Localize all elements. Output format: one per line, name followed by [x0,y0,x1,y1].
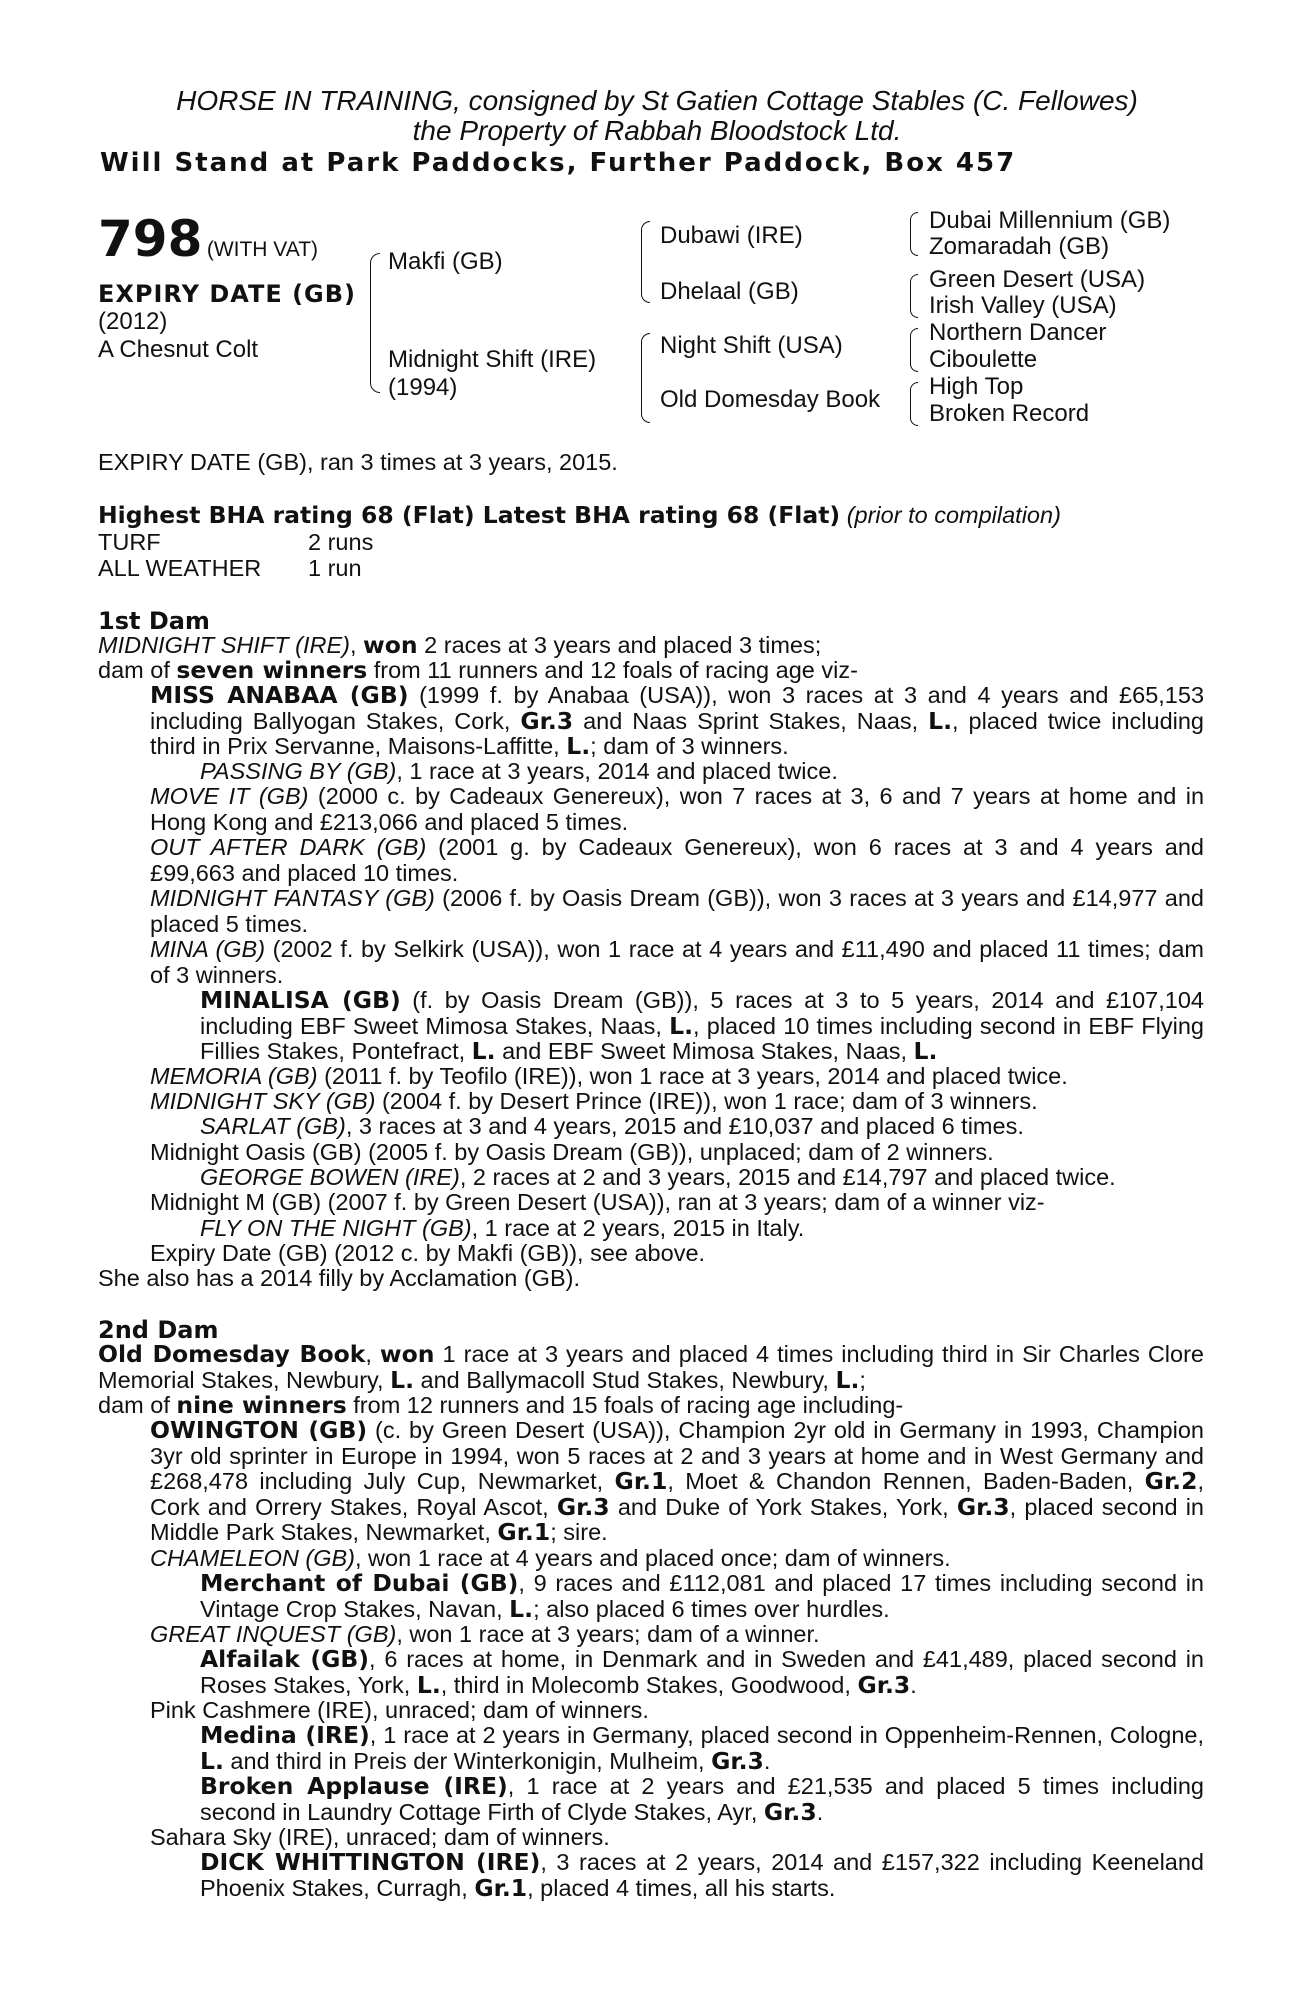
entry-george-bowen: GEORGE BOWEN (IRE), 2 races at 2 and 3 years, 2015 and £14,797 and placed twice. [200,1164,1116,1190]
pedigree-bracket-g78 [910,382,918,426]
pedigree-bracket-g56 [910,328,918,372]
entry-also: She also has a 2014 filly by Acclamation (GB). [98,1265,580,1291]
location-line: Will Stand at Park Paddocks, Further Paddock, Box 457 [100,148,1017,178]
entry-alfailak: Alfailak (GB), 6 races at home, in Denmark and in Sweden and £41,489, placed second in Roses Stakes, York, L., third in Molecomb Stakes, Goodwood, Gr.3. [200,1645,1204,1699]
pedigree-g3: Green Desert (USA) [929,266,1146,293]
entry-midnight-fantasy: MIDNIGHT FANTASY (GB) (2006 f. by Oasis Dream (GB)), won 3 races at 3 years and £14,977 and placed 5 times. [150,885,1204,937]
entry-medina: Medina (IRE), 1 race at 2 years in Germany, placed second in Oppenheim-Rennen, Cologne, L. and third in Preis der Winterkonigin, Mulheim, Gr.3. [200,1721,1204,1775]
entry-chameleon: CHAMELEON (GB), won 1 race at 4 years and placed once; dam of winners. [150,1545,951,1571]
entry-memoria: MEMORIA (GB) (2011 f. by Teofilo (IRE)), won 1 race at 3 years, 2014 and placed twice. [150,1063,1068,1089]
pedigree-bracket-g34 [910,274,918,318]
entry-owington: OWINGTON (GB) (c. by Green Desert (USA)), Champion 2yr old in Germany in 1993, Champion 3yr old sprinter in Europe in 1994, won 5 races at 2 and 3 years at home and in West Germany and £268,478 including July Cup, Newmarket, Gr.1, Moet & Chandon Rennen, Baden-Baden, Gr.2, Cork and Orrery Stakes, Royal Ascot, Gr.3 and Duke of York Stakes, York, Gr.3, placed second in Middle Park Stakes, Newmarket, Gr.1; sire. [150,1416,1204,1546]
consignor-line: HORSE IN TRAINING, consigned by St Gatien Cottage Stables (C. Fellowes) [176,85,1138,116]
second-dam-line: Old Domesday Book, won 1 race at 3 years and placed 4 times including third in Sir Charles Clore Memorial Stakes, Newbury, L. and Ballymacoll Stud Stakes, Newbury, L.; [98,1340,1204,1394]
lot-block [98,210,318,268]
entry-mina: MINA (GB) (2002 f. by Selkirk (USA)), won 1 race at 4 years and £11,490 and placed 11 times; dam of 3 winners. [150,936,1204,988]
horse-block [98,280,356,364]
vat-note: (WITH VAT) [206,238,319,261]
turf-value: 2 runs [308,529,374,555]
pedigree-sire-sire: Dubawi (IRE) [660,222,803,249]
first-dam-line: MIDNIGHT SHIFT (IRE), won 2 races at 3 years and placed 3 times; [98,631,822,659]
horse-name: EXPIRY DATE (GB) [98,280,357,308]
entry-out-after-dark: OUT AFTER DARK (GB) (2001 g. by Cadeaux Genereux), won 6 races at 3 and 4 years and £99,663 and placed 10 times. [150,834,1204,886]
rating-line: Highest BHA rating 68 (Flat) Latest BHA rating 68 (Flat) (prior to compilation) [98,501,1061,529]
pedigree-dam-sire: Night Shift (USA) [660,332,843,359]
pedigree-dam-dam: Old Domesday Book [660,386,881,413]
entry-fly-on-the-night: FLY ON THE NIGHT (GB), 1 race at 2 years, 2015 in Italy. [200,1215,805,1241]
second-dam-heading: 2nd Dam [98,1316,219,1344]
entry-sarlat: SARLAT (GB), 3 races at 3 and 4 years, 2015 and £10,037 and placed 6 times. [200,1113,1024,1139]
pedigree-g4: Irish Valley (USA) [929,292,1117,319]
entry-passing-by: PASSING BY (GB), 1 race at 3 years, 2014 and placed twice. [200,758,838,784]
entry-midnight-m: Midnight M (GB) (2007 f. by Green Desert (USA)), ran at 3 years; dam of a winner viz- [150,1189,1045,1215]
aw-label: ALL WEATHER [98,555,262,581]
horse-year: (2012) [98,308,168,335]
pedigree-dam-year: (1994) [388,374,458,401]
pedigree-g8: Broken Record [929,400,1090,427]
entry-broken-applause: Broken Applause (IRE), 1 race at 2 years and £21,535 and placed 5 times including second in Laundry Cottage Firth of Clyde Stakes, Ayr, Gr.3. [200,1772,1204,1826]
second-dam-produce-line: dam of nine winners from 12 runners and 15 foals of racing age including- [98,1391,904,1419]
pedigree-bracket-g12 [910,212,918,256]
pedigree-bracket-sire [641,221,650,303]
pedigree-dam: Midnight Shift (IRE) [388,346,597,373]
lot-number: 798 [98,210,203,268]
entry-merchant-of-dubai: Merchant of Dubai (GB), 9 races and £112,081 and placed 17 times including second in Vintage Crop Stakes, Navan, L.; also placed 6 times over hurdles. [200,1569,1205,1623]
pedigree-g1: Dubai Millennium (GB) [929,207,1171,234]
entry-move-it: MOVE IT (GB) (2000 c. by Cadeaux Genereux), won 7 races at 3, 6 and 7 years at home and in Hong Kong and £213,066 and placed 5 times. [150,783,1205,835]
pedigree-sire-dam: Dhelaal (GB) [660,278,799,305]
property-line: the Property of Rabbah Bloodstock Ltd. [412,115,902,146]
pedigree-bracket-dam [641,333,650,423]
pedigree-g2: Zomaradah (GB) [929,233,1110,260]
turf-label: TURF [98,529,161,555]
horse-desc: A Chesnut Colt [98,336,259,363]
pedigree-bracket-sire-dam [370,253,380,393]
pedigree-sire: Makfi (GB) [388,248,503,275]
entry-midnight-oasis: Midnight Oasis (GB) (2005 f. by Oasis Dream (GB)), unplaced; dam of 2 winners. [150,1139,994,1165]
race-summary: EXPIRY DATE (GB), ran 3 times at 3 years, 2015. [98,449,618,475]
pedigree-g7: High Top [929,373,1024,400]
aw-value: 1 run [308,555,362,581]
first-dam-produce-line: dam of seven winners from 11 runners and 12 foals of racing age viz- [98,656,858,684]
entry-pink-cashmere: Pink Cashmere (IRE), unraced; dam of winners. [150,1697,649,1723]
entry-midnight-sky: MIDNIGHT SKY (GB) (2004 f. by Desert Prince (IRE)), won 1 race; dam of 3 winners. [150,1088,1038,1114]
entry-minalisa: MINALISA (GB) (f. by Oasis Dream (GB)), 5 races at 3 to 5 years, 2014 and £107,104 including EBF Sweet Mimosa Stakes, Naas, L., placed 10 times including second in EBF Flying Fillies Stakes, Pontefract, L. and EBF Sweet Mimosa Stakes, Naas, L. [200,986,1204,1065]
entry-great-inquest: GREAT INQUEST (GB), won 1 race at 3 years; dam of a winner. [150,1621,820,1647]
entry-expiry-date: Expiry Date (GB) (2012 c. by Makfi (GB)), see above. [150,1240,706,1266]
pedigree-g5: Northern Dancer [929,319,1107,346]
entry-sahara-sky: Sahara Sky (IRE), unraced; dam of winners. [150,1824,610,1850]
pedigree-g6: Ciboulette [929,346,1038,373]
first-dam-heading: 1st Dam [98,607,210,635]
entry-miss-anabaa: MISS ANABAA (GB) (1999 f. by Anabaa (USA)), won 3 races at 3 and 4 years and £65,153 including Ballyogan Stakes, Cork, Gr.3 and Naas Sprint Stakes, Naas, L., placed twice including third in Prix Servanne, Maisons-Laffitte, L.; dam of 3 winners. [150,681,1205,760]
entry-dick-whittington: DICK WHITTINGTON (IRE), 3 races at 2 years, 2014 and £157,322 including Keeneland Phoenix Stakes, Curragh, Gr.1, placed 4 times, all his starts. [200,1848,1204,1902]
